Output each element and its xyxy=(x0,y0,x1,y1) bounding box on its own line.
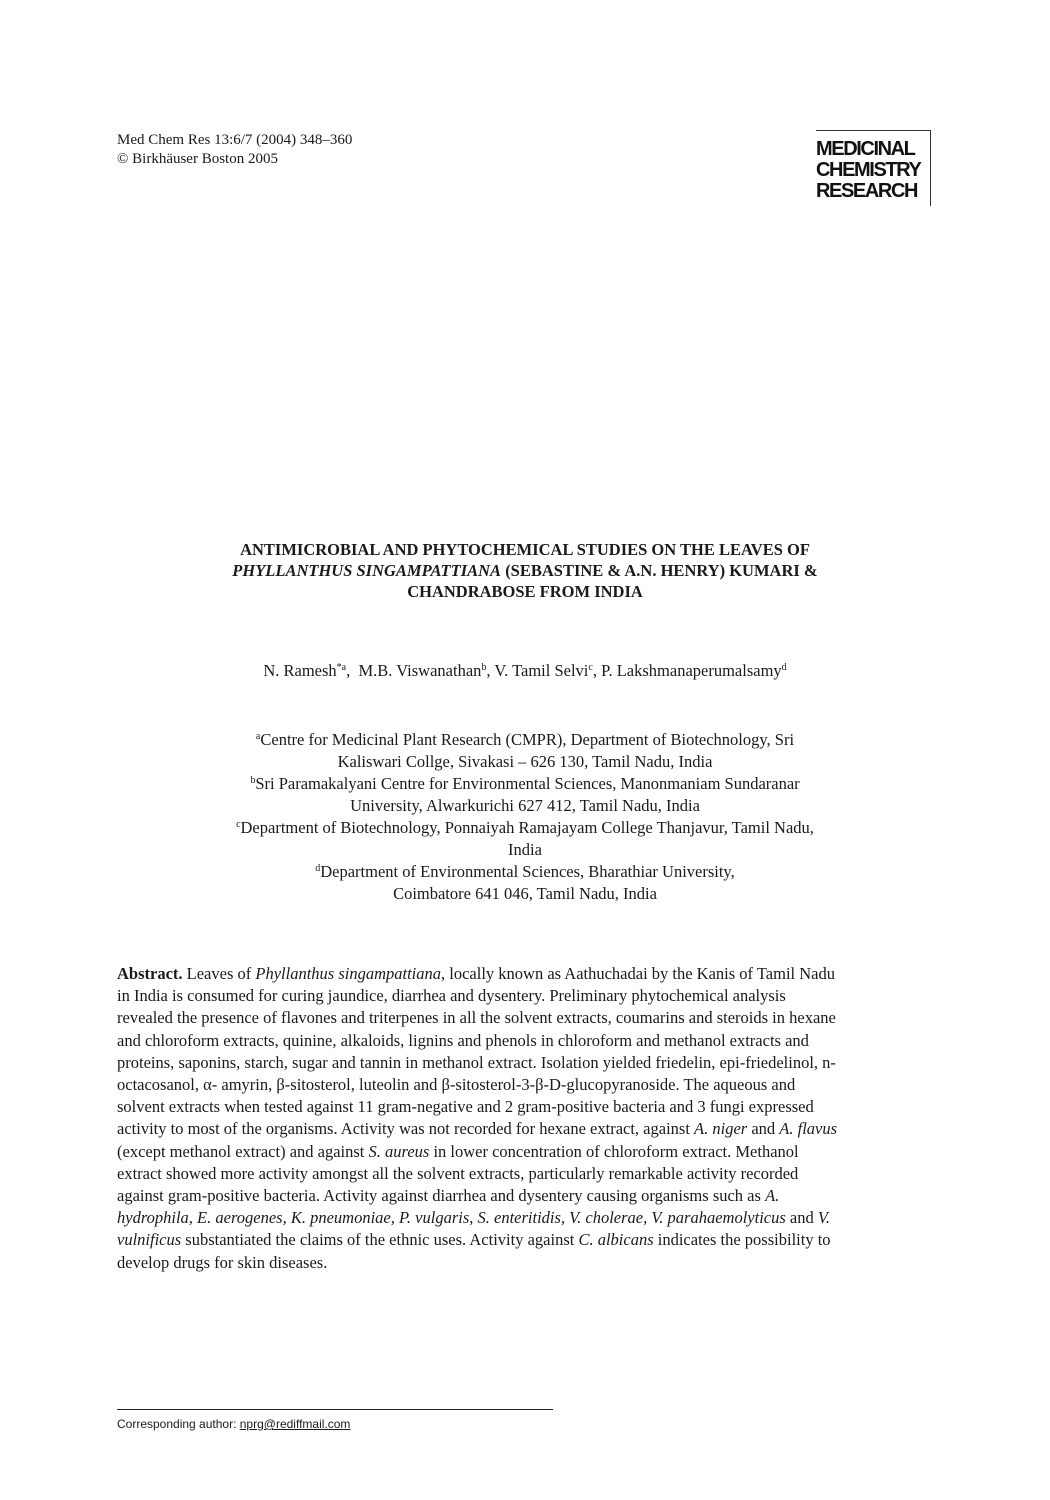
affil-marker: c xyxy=(236,819,241,830)
journal-reference xyxy=(117,131,352,169)
affil-text: Centre for Medicinal Plant Research (CMPR), Department of Biotechnology, Sri xyxy=(260,730,795,749)
abstract-italic: V. vulnificus xyxy=(117,1208,830,1250)
author-list: N. Ramesh$^{*a}$, M.B. Viswanathan$^b$, V. Tamil Selvi$^c$, P. Lakshmanaperumalsamy$^d$ xyxy=(263,661,787,680)
abstract-text: (except methanol extract) and against xyxy=(117,1141,369,1161)
abstract-italic: C. albicans xyxy=(578,1230,654,1250)
author-name: V. Tamil Selvi xyxy=(494,661,589,680)
title-line-2 xyxy=(100,560,950,581)
affil-marker: b xyxy=(250,775,256,786)
title-line-2-rest: (SEBASTINE & A.N. HENRY) KUMARI & xyxy=(501,561,818,580)
abstract-text: and xyxy=(785,1208,818,1228)
affil-text: Sri Paramakalyani Centre for Environmental Sciences, Manonmaniam Sundaranar xyxy=(255,774,800,793)
abstract-italic: A. hydrophila, E. aerogenes, K. pneumoniae, P. vulgaris, S. enteritidis, V. cholerae, V. parahaemolyticus xyxy=(117,1186,786,1228)
abstract-text: Leaves of xyxy=(182,964,256,983)
affil-text: Department of Biotechnology, Ponnaiyah Ramajayam College Thanjavur, Tamil Nadu, xyxy=(240,818,814,837)
abstract-text: in lower concentration of chloroform extract. Methanol extract showed more activity amongst all the solvent extracts, particularly remarkable activity recorded against gram-positive bacteria. Activity against diarrhea and dysentery causing organisms such as xyxy=(117,1141,799,1206)
abstract-label: Abstract. xyxy=(117,964,183,983)
abstract-italic: Phyllanthus singampattiana xyxy=(255,964,441,983)
paper-title xyxy=(100,539,950,602)
affil-text: Department of Environmental Sciences, Bharathiar University, xyxy=(320,862,735,881)
logo-line-2: CHEMISTRY xyxy=(816,159,921,181)
author-name: P. Lakshmanaperumalsamy xyxy=(601,661,782,680)
author-name: M.B. Viswanathan xyxy=(358,661,482,680)
title-species: PHYLLANTHUS SINGAMPATTIANA xyxy=(232,561,502,580)
author-name: N. Ramesh xyxy=(263,661,337,680)
journal-citation: Med Chem Res 13:6/7 (2004) 348–360 xyxy=(117,132,353,148)
footnote-divider xyxy=(117,1409,553,1410)
footnote-label: Corresponding author: xyxy=(117,1417,240,1431)
affiliations xyxy=(100,729,950,905)
author-affil-marker: c xyxy=(588,662,593,673)
abstract xyxy=(117,963,844,1274)
affiliation-a-line-2: Kaliswari Collge, Sivakasi – 626 130, Tamil Nadu, India xyxy=(337,752,713,771)
abstract-text: , locally known as Aathuchadai by the Kanis of Tamil Nadu in India is consumed for curing jaundice, diarrhea and dysentery. Preliminary phytochemical analysis revealed the presence of flavones and triterpenes in all the solvent extracts, coumarins and steroids in hexane and chloroform extracts, quinine, alkaloids, lignins and phenols in chloroform and methanol extracts and proteins, saponins, starch, sugar and tannin in methanol extract. Isolation yielded friedelin, epi-friedelinol, n-octacosanol, α- amyrin, β-sitosterol, luteolin and β-sitosterol-3-β-D-glucopyranoside. The aqueous and solvent extracts when tested against 11 gram-negative and 2 gram-positive bacteria and 3 fungi expressed activity to most of the organisms. Activity was not recorded for hexane extract, against xyxy=(117,964,836,1139)
affiliation-c-line-2: India xyxy=(508,840,542,859)
affiliation-a-line-1 xyxy=(100,729,950,751)
abstract-italic: A. flavus xyxy=(779,1119,838,1139)
journal-logo xyxy=(816,130,931,206)
affiliation-b-line-1 xyxy=(100,773,950,795)
copyright-line: © Birkhäuser Boston 2005 xyxy=(117,151,278,167)
title-line-1: ANTIMICROBIAL AND PHYTOCHEMICAL STUDIES ON THE LEAVES OF xyxy=(240,540,810,559)
affiliation-d-line-2: Coimbatore 641 046, Tamil Nadu, India xyxy=(393,884,657,903)
author-affil-marker: d xyxy=(781,662,787,673)
logo-line-3: RESEARCH xyxy=(816,180,918,202)
logo-line-1: MEDICINAL xyxy=(816,138,915,160)
abstract-text: indicates the possibility to develop drugs for skin diseases. xyxy=(117,1230,831,1272)
affil-marker: d xyxy=(315,863,321,874)
affiliation-c-line-1 xyxy=(100,817,950,839)
author-affil-marker: *a xyxy=(336,662,347,673)
author-email-link[interactable]: nprg@rediffmail.com xyxy=(239,1417,351,1431)
abstract-italic: S. aureus xyxy=(368,1141,430,1161)
corresponding-author-note xyxy=(117,1417,350,1431)
abstract-italic: A. niger xyxy=(694,1119,748,1139)
affiliation-d-line-1 xyxy=(100,861,950,883)
abstract-text: and xyxy=(747,1119,780,1139)
title-line-3: CHANDRABOSE FROM INDIA xyxy=(407,582,643,601)
author-affil-marker: b xyxy=(481,662,487,673)
affil-marker: a xyxy=(255,731,261,742)
affiliation-b-line-2: University, Alwarkurichi 627 412, Tamil Nadu, India xyxy=(350,796,700,815)
abstract-text: substantiated the claims of the ethnic uses. Activity against xyxy=(181,1230,579,1250)
